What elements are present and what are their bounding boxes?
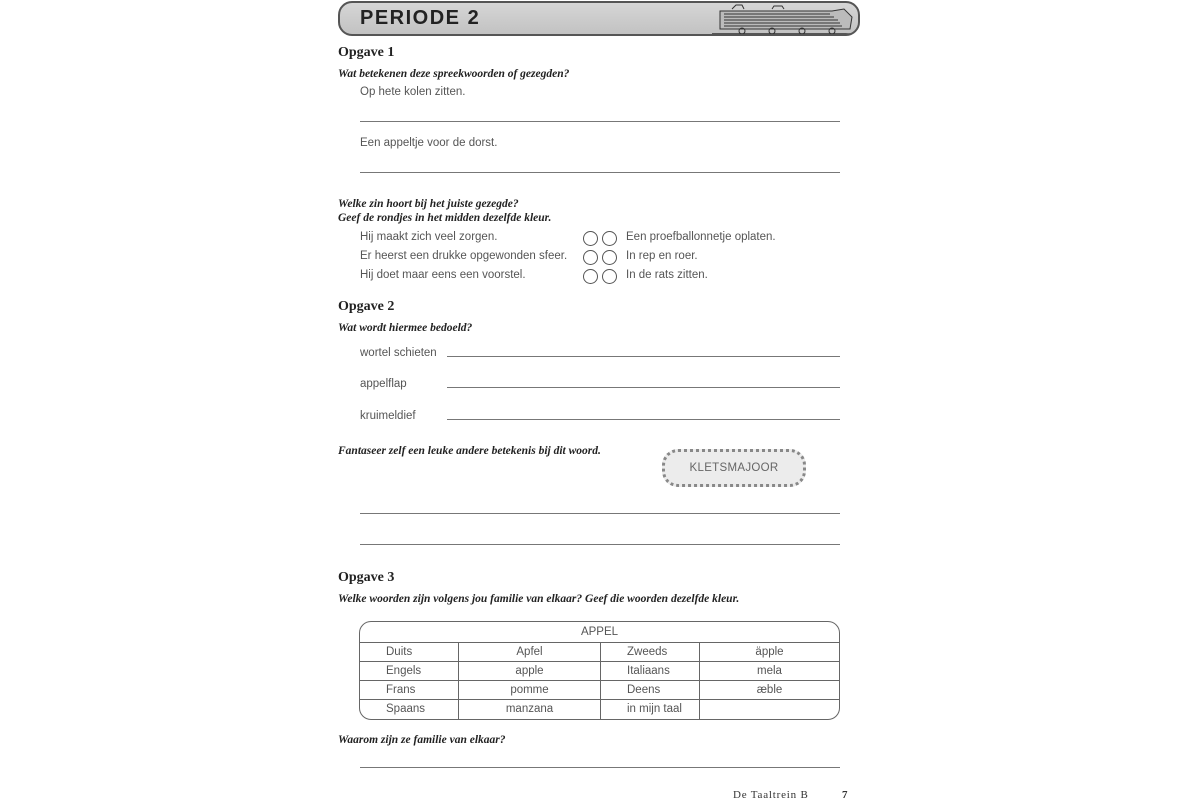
page-number: 7 — [842, 789, 849, 801]
matching-instruction: Welke zin hoort bij het juiste gezegde? Geef de rondjes in het midden dezelfde kleur. — [338, 198, 552, 224]
answer-line[interactable] — [360, 121, 840, 122]
opgave1-instruction: Wat betekenen deze spreekwoorden of gezegden? — [338, 68, 570, 80]
fantasy-instruction: Fantaseer zelf een leuke andere betekenis bij dit woord. — [338, 445, 601, 457]
saying-1: Op hete kolen zitten. — [360, 86, 466, 98]
table-row — [360, 661, 839, 681]
opgave2-heading: Opgave 2 — [338, 299, 395, 314]
match-circle[interactable] — [583, 250, 598, 265]
table-cell: pomme — [459, 681, 601, 700]
right-sentence-1: Een proefballonnetje oplaten. — [626, 231, 776, 243]
word-1: wortel schieten — [360, 347, 437, 359]
period-banner — [338, 1, 860, 36]
table-cell: Spaans — [360, 700, 459, 719]
table-cell: Zweeds — [601, 643, 700, 662]
answer-line[interactable] — [360, 767, 840, 768]
table-cell: äpple — [755, 646, 784, 658]
period-title: PERIODE 2 — [360, 7, 481, 29]
word-badge: KLETSMAJOOR — [662, 449, 806, 487]
answer-line[interactable] — [447, 387, 840, 388]
table-cell: in mijn taal — [601, 700, 700, 719]
opgave2-instruction: Wat wordt hiermee bedoeld? — [338, 322, 473, 334]
opgave3-heading: Opgave 3 — [338, 570, 395, 585]
table-cell: Frans — [360, 681, 459, 700]
table-row — [360, 642, 839, 662]
left-sentence-2: Er heerst een drukke opgewonden sfeer. — [360, 250, 568, 262]
word-2: appelflap — [360, 378, 407, 390]
table-cell-empty[interactable] — [700, 700, 839, 719]
table-cell: Duits — [360, 643, 459, 662]
answer-line[interactable] — [447, 356, 840, 357]
table-cell: Apfel — [459, 643, 601, 662]
table-cell: Deens — [601, 681, 700, 700]
match-circle[interactable] — [602, 231, 617, 246]
answer-line[interactable] — [360, 544, 840, 545]
match-circle[interactable] — [583, 231, 598, 246]
opgave3-instruction: Welke woorden zijn volgens jou familie van elkaar? Geef die woorden dezelfde kleur. — [338, 593, 740, 605]
table-cell: Italiaans — [601, 662, 700, 681]
answer-line[interactable] — [360, 513, 840, 514]
answer-line[interactable] — [447, 419, 840, 420]
footer-book: De Taaltrein B — [733, 789, 809, 801]
left-sentence-1: Hij maakt zich veel zorgen. — [360, 231, 498, 243]
right-sentence-2: In rep en roer. — [626, 250, 698, 262]
table-cell: Engels — [360, 662, 459, 681]
match-circle[interactable] — [602, 250, 617, 265]
opgave1-heading: Opgave 1 — [338, 45, 395, 60]
word-3: kruimeldief — [360, 410, 416, 422]
table-cell: æble — [756, 684, 783, 696]
train-illustration — [712, 3, 860, 36]
table-caption: APPEL — [580, 626, 619, 638]
match-circle[interactable] — [602, 269, 617, 284]
left-sentence-3: Hij doet maar eens een voorstel. — [360, 269, 526, 281]
language-table — [359, 621, 840, 720]
table-row — [360, 680, 839, 700]
table-row — [360, 699, 839, 719]
table-cell: apple — [459, 662, 601, 681]
match-circle[interactable] — [583, 269, 598, 284]
answer-line[interactable] — [360, 172, 840, 173]
table-cell: mela — [757, 665, 782, 677]
saying-2: Een appeltje voor de dorst. — [360, 137, 498, 149]
table-cell: manzana — [459, 700, 601, 719]
right-sentence-3: In de rats zitten. — [626, 269, 708, 281]
opgave3-question: Waarom zijn ze familie van elkaar? — [338, 734, 506, 746]
